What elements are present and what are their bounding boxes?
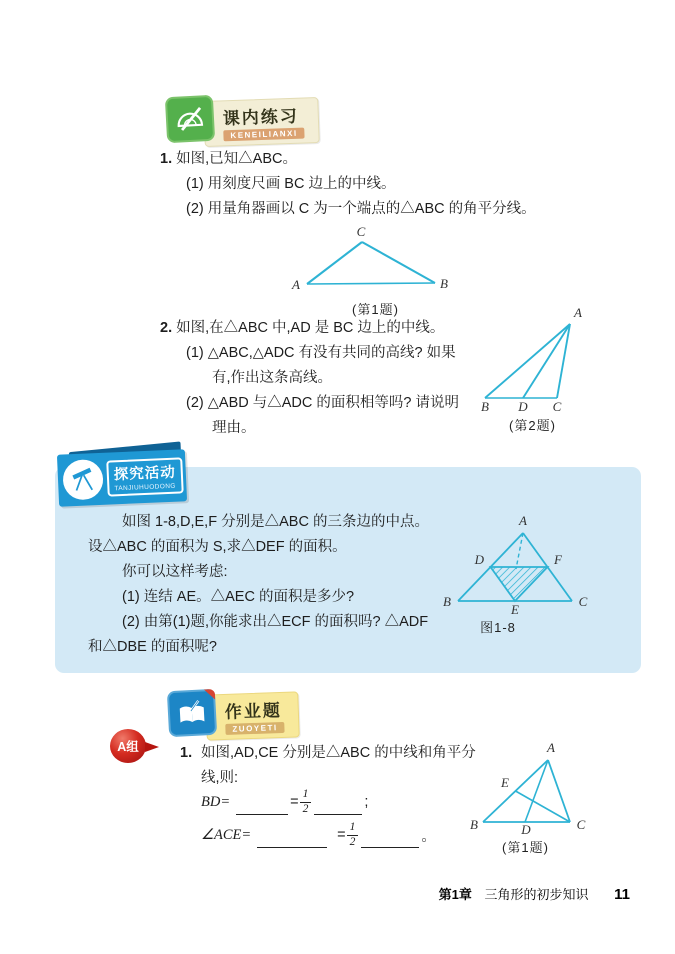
triangle-abd-c-figure — [468, 304, 623, 412]
page-footer — [0, 884, 630, 903]
figure-problem1 — [288, 224, 463, 318]
problem-2-line-3: (2) △ABD 与△ADC 的面积相等吗? 请说明 — [186, 395, 459, 411]
figure-problem1-caption: (第1题) — [352, 302, 399, 317]
group-a-label: A组 — [117, 740, 139, 754]
explore-section-badge — [57, 449, 187, 507]
problem-1-item-1: (1) 用刻度尺画 BC 边上的中线。 — [186, 176, 396, 192]
page-number: 11 — [614, 886, 630, 903]
vertex-label-c: C — [356, 224, 366, 239]
book-pencil-icon — [167, 689, 217, 737]
problem-2-line-4: 理由。 — [212, 420, 256, 436]
vertex-label-c: C — [576, 817, 586, 832]
triangle-abc-figure — [288, 224, 463, 296]
answer-blank — [257, 831, 327, 848]
problem-2-text: 如图,在△ABC 中,AD 是 BC 边上的中线。 — [176, 320, 445, 336]
vertex-label-a: A — [547, 742, 555, 755]
homework-section-badge — [168, 690, 299, 739]
chapter-title: 三角形的初步知识 — [484, 887, 589, 902]
practice-section-pinyin: KENEILIANXI — [223, 128, 305, 142]
equals-sign: = — [337, 827, 346, 843]
midpoint-triangle-figure — [435, 514, 595, 614]
figure-problem2-caption: (第2题) — [509, 418, 556, 433]
bd-lhs: BD= — [201, 793, 231, 810]
figure-1-8 — [435, 514, 595, 636]
explore-section-pinyin: TANJIUHUODONG — [114, 482, 176, 493]
homework-section-title: 作业题 — [224, 700, 283, 722]
chapter-label: 第1章 — [438, 887, 472, 902]
book-pencil-icon-svg — [175, 696, 209, 730]
explore-line-4: (1) 连结 AE。△AEC 的面积是多少? — [122, 589, 355, 605]
explore-line-5: (2) 由第(1)题,你能求出△ECF 的面积吗? △ADF — [122, 614, 429, 630]
protractor-icon-svg — [172, 101, 208, 137]
fill-blank-ace — [201, 822, 436, 848]
telescope-icon-svg — [68, 465, 97, 494]
explore-line-3: 你可以这样考虑: — [122, 564, 228, 580]
vertex-label-a: A — [292, 277, 300, 292]
equals-sign: = — [290, 794, 299, 810]
ace-lhs: ∠ACE= — [201, 826, 252, 843]
vertex-label-e: E — [511, 602, 519, 614]
explore-line-2: 设△ABC 的面积为 S,求△DEF 的面积。 — [88, 539, 347, 555]
telescope-icon — [62, 459, 104, 501]
practice-banner — [203, 97, 320, 147]
vertex-label-a: A — [574, 305, 582, 320]
homework-problem-line-2: 线,则: — [201, 770, 239, 786]
vertex-label-b: B — [481, 399, 489, 412]
vertex-label-b: B — [470, 817, 478, 832]
vertex-label-f: F — [554, 552, 562, 567]
fill-blank-bd — [201, 789, 368, 815]
period: 。 — [421, 828, 436, 845]
homework-problem-line-1: 如图,AD,CE 分别是△ABC 的中线和角平分 — [201, 745, 476, 761]
problem-2-line-2: 有,作出这条高线。 — [212, 370, 333, 386]
homework-section-pinyin: ZUOYETI — [225, 722, 285, 735]
problem-1 — [160, 147, 297, 172]
problem-2-number: 2. — [160, 320, 173, 336]
group-a-badge — [110, 729, 146, 763]
explore-line-6: 和△DBE 的面积呢? — [88, 639, 217, 655]
vertex-label-b: B — [440, 276, 448, 291]
problem-2 — [160, 316, 444, 341]
homework-banner — [205, 691, 300, 740]
explore-line-1: 如图 1-8,D,E,F 分别是△ABC 的三条边的中点。 — [122, 514, 429, 530]
figure-problem2 — [468, 304, 623, 434]
one-half-fraction: $\frac{1}{2}$ — [300, 788, 312, 815]
explore-section-title: 探究活动 — [113, 464, 177, 484]
vertex-label-d: D — [521, 822, 531, 834]
figure-homework1-caption: (第1题) — [502, 840, 549, 855]
answer-blank — [314, 798, 362, 815]
corner-fold — [204, 689, 216, 701]
one-half-fraction: $\frac{1}{2}$ — [347, 821, 359, 848]
vertex-label-a: A — [519, 514, 527, 528]
practice-section-badge — [166, 96, 319, 145]
vertex-label-b: B — [443, 594, 451, 609]
median-bisector-triangle-figure — [460, 742, 615, 834]
homework-problem-number: 1. — [180, 745, 193, 761]
vertex-label-d: D — [518, 399, 528, 412]
figure-1-8-caption: 图1-8 — [480, 620, 516, 635]
vertex-label-c: C — [552, 399, 562, 412]
problem-2-line-1: (1) △ABC,△ADC 有没有共同的高线? 如果 — [186, 345, 456, 361]
answer-blank — [361, 831, 419, 848]
semicolon: ; — [364, 794, 369, 810]
protractor-icon — [165, 95, 215, 143]
answer-blank — [236, 798, 288, 815]
problem-1-number: 1. — [160, 151, 173, 167]
vertex-label-e: E — [501, 775, 509, 790]
practice-section-title: 课内练习 — [222, 106, 300, 129]
vertex-label-c: C — [578, 594, 588, 609]
badge-tail — [145, 742, 159, 752]
problem-1-item-2: (2) 用量角器画以 C 为一个端点的△ABC 的角平分线。 — [186, 201, 536, 217]
figure-homework1 — [460, 742, 615, 856]
vertex-label-d: D — [474, 552, 484, 567]
problem-1-text: 如图,已知△ABC。 — [176, 151, 297, 167]
